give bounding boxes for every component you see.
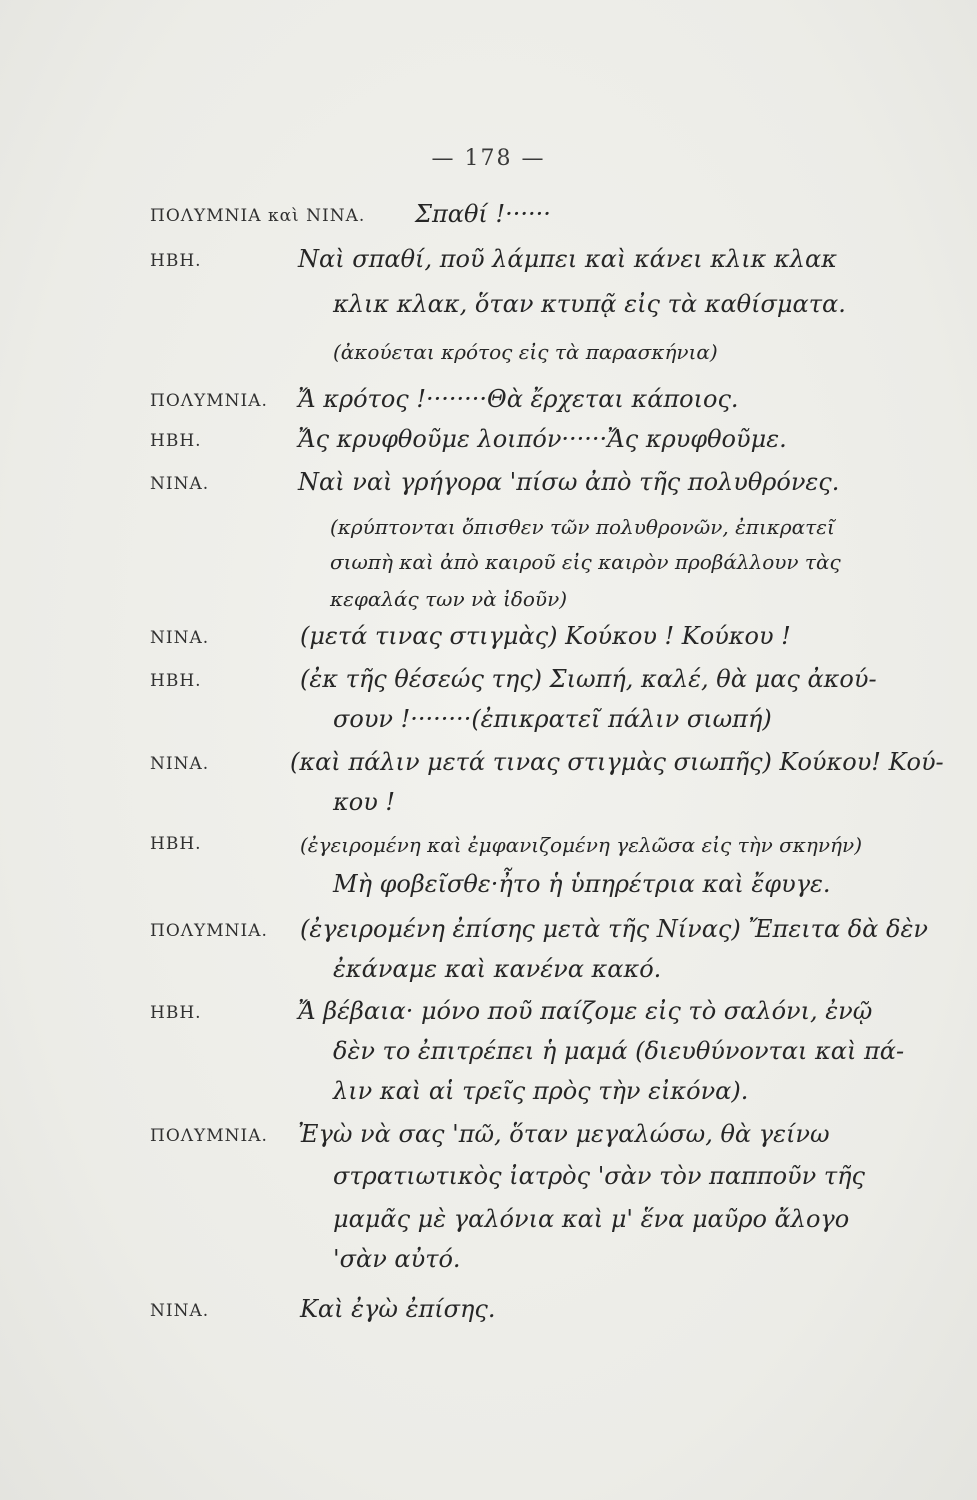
dialogue-line <box>0 955 977 995</box>
speaker-name: ΝΙΝΑ. <box>150 628 210 648</box>
speaker-name: ΝΙΝΑ. <box>150 754 210 774</box>
dialogue-line <box>0 290 977 330</box>
dialogue-line <box>0 705 977 745</box>
dialogue-text: κου ! <box>333 788 396 816</box>
dialogue-line <box>0 1037 977 1077</box>
dialogue-line <box>0 748 977 788</box>
dialogue-text: λιν καὶ αἱ τρεῖς πρὸς τὴν εἰκόνα). <box>333 1077 749 1105</box>
speaker-name: ΗΒΗ. <box>150 431 202 451</box>
dialogue-line <box>0 510 977 550</box>
dialogue-line <box>0 1120 977 1160</box>
dialogue-line <box>0 1245 977 1285</box>
dialogue-text: Μὴ φοβεῖσθε·ἦτο ἡ ὑπηρέτρια καὶ ἔφυγε. <box>333 870 831 898</box>
dialogue-text: μαμᾶς μὲ γαλόνια καὶ μ' ἕνα μαῦρο ἄλογο <box>333 1205 850 1233</box>
speaker-name: ΗΒΗ. <box>150 251 202 271</box>
dialogue-text: Καὶ ἐγὼ ἐπίσης. <box>300 1295 496 1323</box>
dialogue-text: δὲν το ἐπιτρέπει ἡ μαμά (διευθύνονται καὶ πά- <box>333 1037 905 1065</box>
dialogue-line <box>0 1077 977 1117</box>
stage-direction: σιωπὴ καὶ ἀπὸ καιροῦ εἰς καιρὸν προβάλλουν τὰς <box>330 550 841 574</box>
dialogue-text: Ἐγὼ νὰ σας 'πῶ, ὅταν μεγαλώσω, θὰ γείνω <box>298 1120 830 1148</box>
dialogue-text: (καὶ πάλιν μετά τινας στιγμὰς σιωπῆς) Κούκου! Κού- <box>290 748 944 776</box>
stage-direction: (ἀκούεται κρότος εἰς τὰ παρασκήνια) <box>333 340 718 364</box>
stage-direction: κεφαλάς των νὰ ἰδοῦν) <box>330 587 568 611</box>
dialogue-line <box>0 335 977 375</box>
speaker-name: ΝΙΝΑ. <box>150 474 210 494</box>
speaker-name: ΗΒΗ. <box>150 1003 202 1023</box>
dialogue-line <box>0 582 977 622</box>
speaker-name: ΠΟΛΥΜΝΙΑ καὶ ΝΙΝΑ. <box>150 206 366 226</box>
dialogue-text: Ἄ κρότος !········Θὰ ἔρχεται κάποιος. <box>298 385 739 413</box>
dialogue-text: Ἄς κρυφθοῦμε λοιπόν······Ἄς κρυφθοῦμε. <box>298 425 787 453</box>
dialogue-line <box>0 997 977 1037</box>
speaker-name: ΠΟΛΥΜΝΙΑ. <box>150 391 268 411</box>
dialogue-line <box>0 1295 977 1335</box>
dialogue-line <box>0 425 977 465</box>
stage-direction: (ἐγειρομένη καὶ ἐμφανιζομένη γελῶσα εἰς τὴν σκηνήν) <box>300 833 862 857</box>
speaker-name: ΗΒΗ. <box>150 834 202 854</box>
dialogue-text: κλικ κλακ, ὅταν κτυπᾷ εἰς τὰ καθίσματα. <box>333 290 846 318</box>
dialogue-line <box>0 788 977 828</box>
dialogue-line <box>0 200 977 240</box>
dialogue-text: στρατιωτικὸς ἰατρὸς 'σὰν τὸν παπποῦν τῆς <box>333 1162 865 1190</box>
dialogue-line <box>0 385 977 425</box>
dialogue-text: Ναὶ σπαθί, ποῦ λάμπει καὶ κάνει κλικ κλακ <box>298 245 837 273</box>
dialogue-text: (ἐγειρομένη ἐπίσης μετὰ τῆς Νίνας) Ἔπειτα δὰ δὲν <box>300 915 928 943</box>
dialogue-text: ἐκάναμε καὶ κανένα κακό. <box>333 955 662 983</box>
speaker-name: ΝΙΝΑ. <box>150 1301 210 1321</box>
dialogue-line <box>0 1205 977 1245</box>
dialogue-text: Ναὶ ναὶ γρήγορα 'πίσω ἀπὸ τῆς πολυθρόνες. <box>298 468 840 496</box>
dialogue-line <box>0 468 977 508</box>
dialogue-text: σουν !········(ἐπικρατεῖ πάλιν σιωπή) <box>333 705 772 733</box>
dialogue-line <box>0 545 977 585</box>
dialogue-text: Ἄ βέβαια· μόνο ποῦ παίζομε εἰς τὸ σαλόνι, ἐνῷ <box>298 997 873 1025</box>
dialogue-line <box>0 828 977 868</box>
stage-direction: (κρύπτονται ὄπισθεν τῶν πολυθρονῶν, ἐπικρατεῖ <box>330 515 835 539</box>
dialogue-text: (ἐκ τῆς θέσεώς της) Σιωπή, καλέ, θὰ μας ἀκού- <box>300 665 877 693</box>
dialogue-line <box>0 915 977 955</box>
dialogue-line <box>0 1162 977 1202</box>
dialogue-text: Σπαθί !······ <box>415 200 551 228</box>
dialogue-text: (μετά τινας στιγμὰς) Κούκου ! Κούκου ! <box>300 622 791 650</box>
dialogue-line <box>0 665 977 705</box>
dialogue-line <box>0 622 977 662</box>
speaker-name: ΠΟΛΥΜΝΙΑ. <box>150 1126 268 1146</box>
speaker-name: ΠΟΛΥΜΝΙΑ. <box>150 921 268 941</box>
speaker-name: ΗΒΗ. <box>150 671 202 691</box>
dialogue-line <box>0 870 977 910</box>
dialogue-text: 'σὰν αὐτό. <box>333 1245 461 1273</box>
page-number: — 178 — <box>431 146 546 171</box>
dialogue-line <box>0 245 977 285</box>
